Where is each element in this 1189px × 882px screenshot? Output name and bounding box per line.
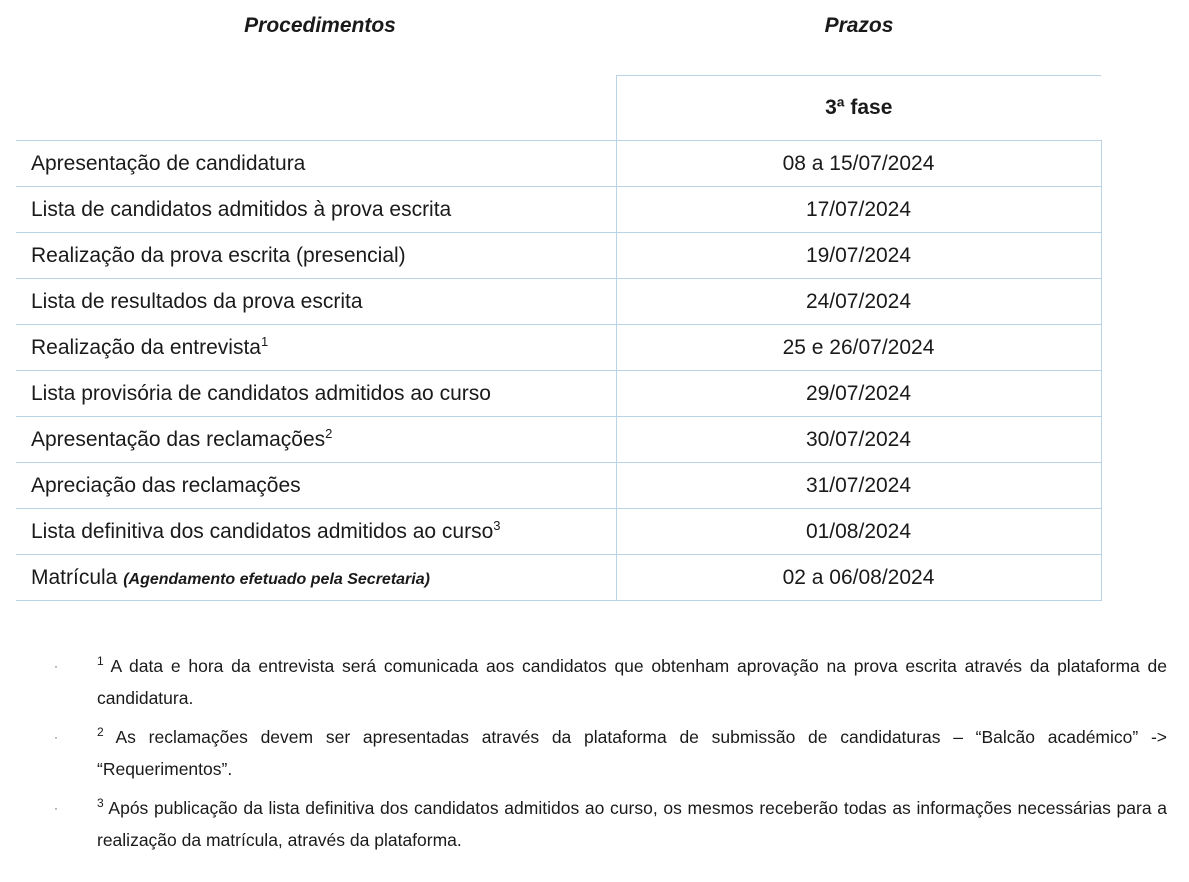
table-row	[16, 463, 1101, 509]
footnote-item	[52, 792, 1167, 856]
footnote-item	[52, 650, 1167, 714]
table-row	[16, 233, 1101, 279]
footnote-ref: 2	[325, 425, 333, 441]
date-cell: 08 a 15/07/2024	[616, 141, 1101, 187]
table-row	[16, 325, 1101, 371]
footnote-text: Após publicação da lista definitiva dos candidatos admitidos ao curso, os mesmos receberão todas as informações necessárias para a realização da matrícula, através da plataforma.	[97, 798, 1168, 850]
date-cell: 25 e 26/07/2024	[616, 325, 1101, 371]
procedure-text: Apresentação das reclamações	[31, 427, 326, 451]
procedure-text: Lista de candidatos admitidos à prova escrita	[31, 197, 452, 221]
procedure-cell	[16, 555, 616, 601]
procedure-text: Apresentação de candidatura	[31, 151, 306, 175]
procedure-text: Lista de resultados da prova escrita	[31, 289, 363, 313]
procedimentos-heading: Procedimentos	[244, 14, 396, 37]
date-cell: 31/07/2024	[616, 463, 1101, 509]
procedure-cell	[16, 325, 616, 371]
footnote-text: A data e hora da entrevista será comunicada aos candidatos que obtenham aprovação na prova escrita através da plataforma de candidatura.	[97, 656, 1168, 708]
date-cell: 24/07/2024	[616, 279, 1101, 325]
footnote-number: 3	[97, 796, 104, 811]
date-cell: 19/07/2024	[616, 233, 1101, 279]
table-row	[16, 141, 1101, 187]
procedure-cell	[16, 141, 616, 187]
empty-header-cell	[16, 76, 616, 141]
footnotes	[52, 650, 1167, 863]
procedure-cell	[16, 509, 616, 555]
procedure-cell	[16, 233, 616, 279]
footnote-number: 2	[97, 725, 104, 740]
date-cell: 02 a 06/08/2024	[616, 555, 1101, 601]
prazos-heading: Prazos	[824, 14, 894, 37]
date-cell: 29/07/2024	[616, 371, 1101, 417]
date-cell: 30/07/2024	[616, 417, 1101, 463]
table-row	[16, 187, 1101, 233]
table-row	[16, 371, 1101, 417]
footnote-ref: 3	[493, 517, 501, 533]
procedure-text: Lista definitiva dos candidatos admitidos ao curso	[31, 519, 494, 543]
procedure-cell	[16, 187, 616, 233]
phase-label: 3ª fase	[616, 76, 1101, 141]
table-row	[16, 509, 1101, 555]
procedure-cell	[16, 417, 616, 463]
bullet-icon: ·	[54, 659, 58, 673]
footnote-number: 1	[97, 654, 104, 669]
bullet-icon: ·	[54, 801, 58, 815]
footnote-item	[52, 721, 1167, 785]
procedure-text: Realização da prova escrita (presencial)	[31, 243, 406, 267]
date-cell: 17/07/2024	[616, 187, 1101, 233]
procedure-cell	[16, 371, 616, 417]
phase-header-row	[16, 76, 1101, 141]
table-row	[16, 279, 1101, 325]
bullet-icon: ·	[54, 730, 58, 744]
procedure-text: Apreciação das reclamações	[31, 473, 301, 497]
procedure-text: Lista provisória de candidatos admitidos ao curso	[31, 381, 491, 405]
footnote-ref: 1	[260, 333, 269, 349]
procedure-cell	[16, 279, 616, 325]
schedule-table	[16, 75, 1102, 601]
procedure-note: (Agendamento efetuado pela Secretaria)	[123, 570, 430, 588]
table-row	[16, 417, 1101, 463]
procedure-text: Realização da entrevista	[31, 335, 261, 359]
procedure-cell	[16, 463, 616, 509]
footnote-text: As reclamações devem ser apresentadas através da plataforma de submissão de candidaturas – “Balcão académico” -> “Requerimentos”.	[97, 727, 1167, 779]
table-row	[16, 555, 1101, 601]
date-cell: 01/08/2024	[616, 509, 1101, 555]
procedure-text: Matrícula	[31, 565, 118, 589]
